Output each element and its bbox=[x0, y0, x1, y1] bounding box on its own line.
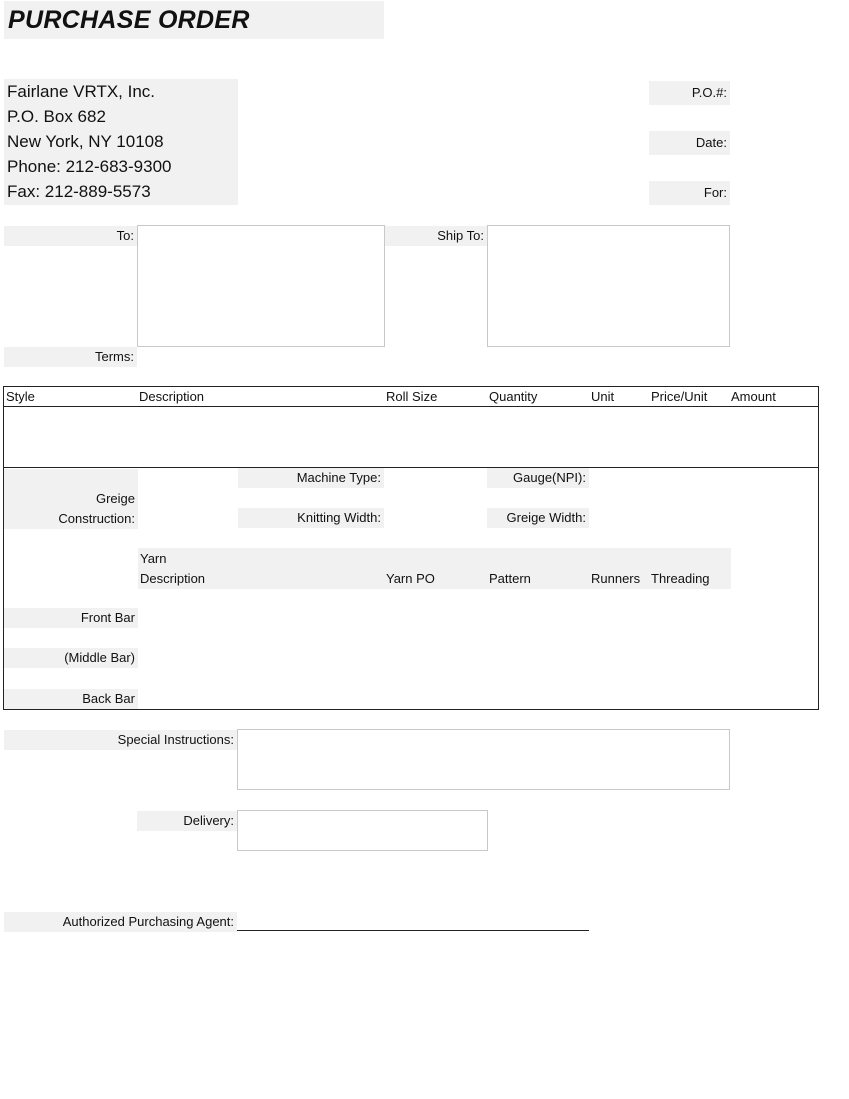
construction-label: Construction: bbox=[58, 511, 135, 526]
back-bar-label: Back Bar bbox=[4, 689, 138, 709]
column-header-quantity: Quantity bbox=[489, 389, 538, 404]
machine-type-label: Machine Type: bbox=[238, 468, 384, 488]
greige-label: Greige bbox=[95, 491, 135, 506]
ship-to-label: Ship To: bbox=[385, 226, 487, 246]
column-header-amount: Amount bbox=[731, 389, 776, 404]
date-label: Date: bbox=[649, 131, 730, 155]
column-header-style: Style bbox=[6, 389, 35, 404]
threading-label: Threading bbox=[651, 571, 710, 586]
yarn-label: Yarn bbox=[140, 551, 167, 566]
yarn-header-band bbox=[138, 548, 731, 589]
to-address-box[interactable] bbox=[137, 225, 385, 347]
column-header-roll-size: Roll Size bbox=[386, 389, 438, 404]
ship-to-address-box[interactable] bbox=[487, 225, 730, 347]
front-bar-label: Front Bar bbox=[4, 608, 138, 628]
company-fax: Fax: 212-889-5573 bbox=[7, 182, 151, 201]
company-phone: Phone: 212-683-9300 bbox=[7, 157, 172, 176]
pattern-label: Pattern bbox=[489, 571, 531, 586]
terms-label: Terms: bbox=[4, 347, 137, 367]
gauge-label: Gauge(NPI): bbox=[487, 468, 589, 488]
company-address-line2: New York, NY 10108 bbox=[7, 132, 164, 151]
greige-construction-cell bbox=[4, 469, 138, 529]
company-info bbox=[4, 79, 238, 205]
for-label: For: bbox=[649, 181, 730, 205]
table-body-divider bbox=[4, 467, 818, 468]
column-header-unit: Unit bbox=[591, 389, 615, 404]
special-instructions-box[interactable] bbox=[237, 729, 730, 790]
company-address-line1: P.O. Box 682 bbox=[7, 107, 106, 126]
greige-width-label: Greige Width: bbox=[487, 508, 589, 528]
yarn-po-label: Yarn PO bbox=[386, 571, 435, 586]
column-header-price-unit: Price/Unit bbox=[651, 389, 708, 404]
signature-line[interactable] bbox=[237, 930, 589, 931]
delivery-box[interactable] bbox=[237, 810, 488, 851]
authorized-agent-label: Authorized Purchasing Agent: bbox=[4, 912, 237, 932]
to-label: To: bbox=[4, 226, 137, 246]
company-name: Fairlane VRTX, Inc. bbox=[7, 82, 156, 101]
page-title: PURCHASE ORDER bbox=[4, 1, 384, 39]
knitting-width-label: Knitting Width: bbox=[238, 508, 384, 528]
delivery-label: Delivery: bbox=[137, 811, 237, 831]
yarn-description-label: Description bbox=[140, 571, 206, 586]
column-header-description: Description bbox=[139, 389, 205, 404]
runners-label: Runners bbox=[591, 571, 641, 586]
middle-bar-label: (Middle Bar) bbox=[4, 648, 138, 668]
po-number-label: P.O.#: bbox=[649, 81, 730, 105]
order-table bbox=[3, 386, 819, 710]
special-instructions-label: Special Instructions: bbox=[4, 730, 237, 750]
